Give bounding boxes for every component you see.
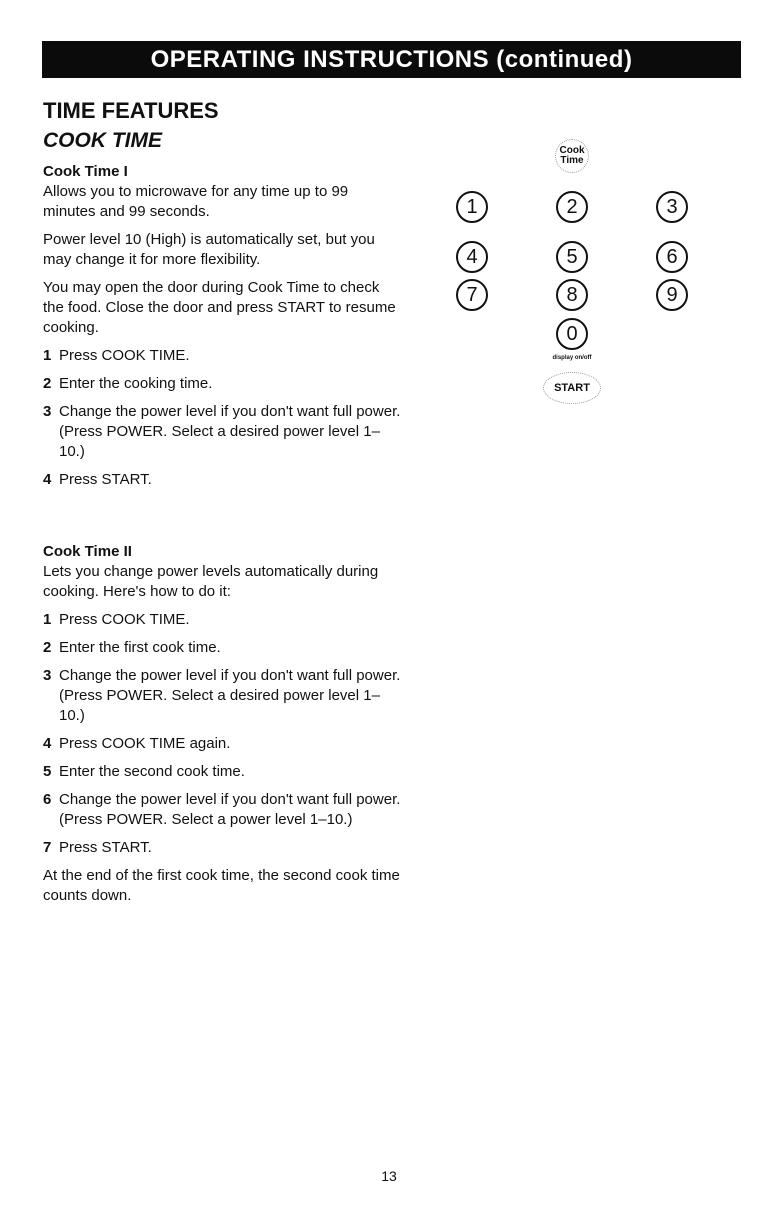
step-text: Press COOK TIME. <box>59 347 190 364</box>
start-key: START <box>543 372 601 404</box>
paragraph: You may open the door during Cook Time to check the food. Close the door and press START to resume cooking. <box>43 279 396 336</box>
cook-time-key <box>555 139 589 173</box>
cook-time-key-line1: Cook <box>559 145 585 156</box>
step-number: 2 <box>43 375 52 392</box>
step-number: 4 <box>43 471 52 488</box>
paragraph: Power level 10 (High) is automatically set, but you may change it for more flexibility. <box>43 231 375 268</box>
step-item <box>43 838 403 858</box>
step-item <box>43 638 403 658</box>
cook-time-1-section <box>43 162 403 498</box>
cook-time-2-heading: Cook Time II <box>43 543 132 560</box>
page-number: 13 <box>381 1168 397 1184</box>
step-item <box>43 790 403 830</box>
step-text: Enter the second cook time. <box>59 763 245 780</box>
step-item <box>43 402 403 462</box>
step-item <box>43 470 403 490</box>
number-key-6: 6 <box>656 241 688 273</box>
step-text: Press START. <box>59 471 152 488</box>
closing-paragraph: At the end of the first cook time, the second cook time counts down. <box>43 867 400 904</box>
number-key-9: 9 <box>656 279 688 311</box>
cook-time-key-line2: Time <box>560 155 584 166</box>
number-key-8: 8 <box>556 279 588 311</box>
section-banner: OPERATING INSTRUCTIONS (continued) <box>42 41 741 78</box>
display-on-off-label: display on/off <box>552 355 592 361</box>
step-text: Enter the cooking time. <box>59 375 213 392</box>
sub-title: COOK TIME <box>43 129 162 152</box>
step-item <box>43 666 403 726</box>
steps-list <box>43 610 403 858</box>
step-item <box>43 374 403 394</box>
number-key-3: 3 <box>656 191 688 223</box>
section-title: TIME FEATURES <box>43 98 219 123</box>
step-text: Change the power level if you don't want full power. (Press POWER. Select a power level 1–10.) <box>59 791 401 828</box>
step-number: 1 <box>43 611 52 628</box>
number-key-7: 7 <box>456 279 488 311</box>
step-number: 1 <box>43 347 52 364</box>
step-item <box>43 346 403 366</box>
step-item <box>43 734 403 754</box>
step-text: Press START. <box>59 839 152 856</box>
step-number: 2 <box>43 639 52 656</box>
keypad-illustration <box>450 138 700 408</box>
number-key-0: 0 <box>556 318 588 350</box>
cook-time-2-section <box>43 542 403 914</box>
step-text: Press COOK TIME again. <box>59 735 231 752</box>
number-key-4: 4 <box>456 241 488 273</box>
step-number: 6 <box>43 791 52 808</box>
number-key-1: 1 <box>456 191 488 223</box>
number-key-5: 5 <box>556 241 588 273</box>
step-number: 3 <box>43 403 52 420</box>
step-number: 5 <box>43 763 52 780</box>
step-number: 3 <box>43 667 52 684</box>
step-text: Enter the first cook time. <box>59 639 221 656</box>
steps-list <box>43 346 403 490</box>
paragraph: Allows you to microwave for any time up to 99 minutes and 99 seconds. <box>43 183 349 220</box>
paragraph: Lets you change power levels automatically during cooking. Here's how to do it: <box>43 563 379 600</box>
step-item <box>43 762 403 782</box>
step-text: Change the power level if you don't want full power. (Press POWER. Select a desired power level 1–10.) <box>59 403 401 460</box>
step-text: Change the power level if you don't want full power. (Press POWER. Select a desired power level 1–10.) <box>59 667 401 724</box>
step-number: 4 <box>43 735 52 752</box>
cook-time-1-heading: Cook Time I <box>43 163 128 180</box>
step-item <box>43 610 403 630</box>
step-number: 7 <box>43 839 52 856</box>
step-text: Press COOK TIME. <box>59 611 190 628</box>
number-key-2: 2 <box>556 191 588 223</box>
